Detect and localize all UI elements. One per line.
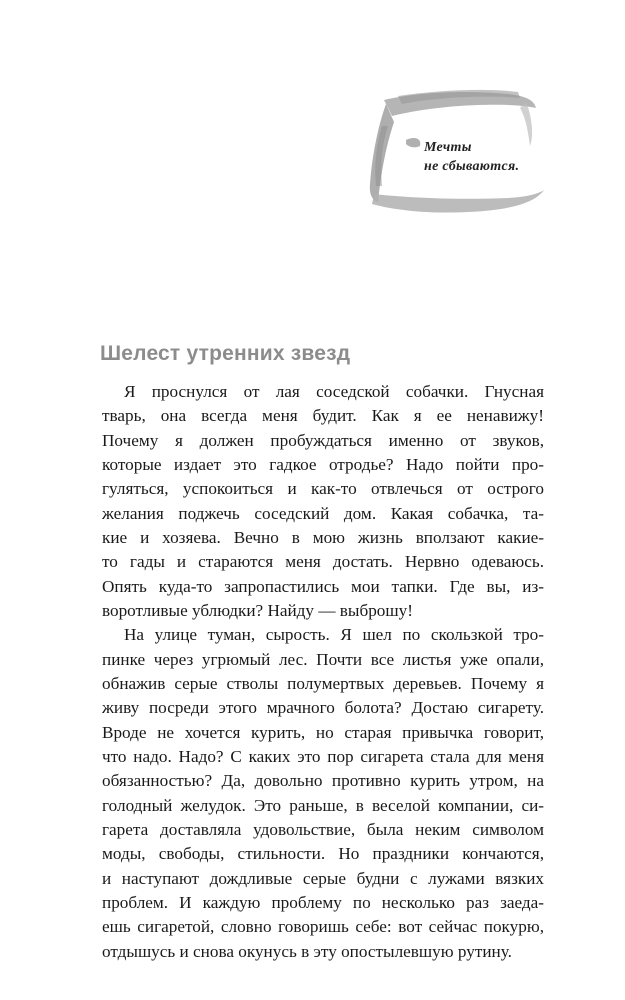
epigraph	[424, 138, 519, 176]
text-line: ешь сигаретой, словно говоришь себе: вот сейчас покурю,	[102, 917, 544, 937]
text-line: кие и хозяева. Вечно в мою жизнь вползают какие-	[102, 527, 544, 547]
text-line: Почему я должен пробуждаться именно от звуков,	[102, 430, 544, 450]
text-line: отдышусь и снова окунусь в эту опостылевшую рутину.	[102, 941, 512, 961]
text-line: обнажив серые стволы полумертвых деревьев. Почему я	[102, 673, 544, 693]
text-line: пинке через угрюмый лес. Почти все листья уже опали,	[102, 649, 544, 669]
text-line: Вроде не хочется курить, но старая привычка говорит,	[102, 722, 544, 742]
text-line: и наступают дождливые серые будни с лужами вязких	[102, 868, 544, 888]
text-line: живу посреди этого мрачного болота? Достаю сигарету.	[102, 698, 544, 718]
text-line: которые издает это гадкое отродье? Надо пойти про-	[102, 454, 544, 474]
text-line: гуляться, успокоиться и как-то отвлечься от острого	[102, 479, 544, 499]
text-line: то гады и стараются меня достать. Нервно одеваюсь.	[102, 552, 544, 572]
text-line: проблем. И каждую проблему по несколько раз заеда-	[102, 892, 544, 912]
text-line: что надо. Надо? С каких это пор сигарета стала для меня	[102, 746, 544, 766]
text-line: Я проснулся от лая соседской собачки. Гнусная	[124, 382, 544, 401]
text-line: тварь, она всегда меня будит. Как я ее ненавижу!	[102, 406, 544, 426]
chapter-body	[102, 380, 544, 964]
epigraph-line: Мечты	[424, 140, 472, 155]
text-line: На улице туман, сырость. Я шел по скользкой тро-	[124, 625, 544, 645]
text-line: гарета доставляла удовольствие, была неким символом	[102, 819, 544, 839]
text-line: воротливые ублюдки? Найду — выброшу!	[102, 600, 413, 620]
text-line: голодный желудок. Это раньше, в веселой компании, си-	[102, 795, 544, 815]
text-line: желания поджечь соседский дом. Какая собачка, та-	[102, 503, 544, 523]
text-line: моды, свободы, стильности. Но праздники кончаются,	[102, 844, 544, 864]
text-line: Опять куда-то запропастились мои тапки. Где вы, из-	[102, 576, 544, 596]
chapter-title: Шелест утренних звезд	[100, 342, 351, 365]
text-line: обязанностью? Да, довольно противно курить утром, на	[102, 771, 544, 791]
epigraph-line: не сбываются.	[424, 159, 520, 174]
